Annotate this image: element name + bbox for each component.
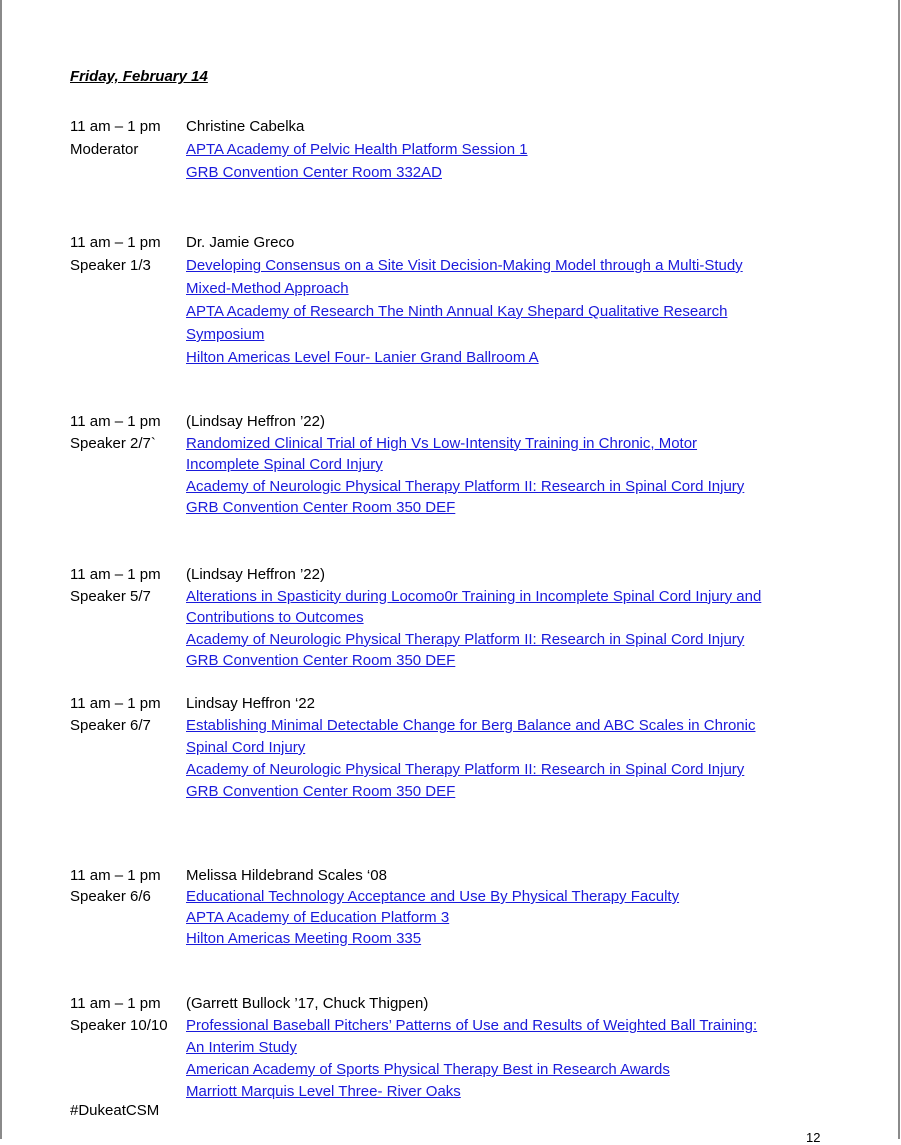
left-spacer [70,650,186,672]
time-slot: 11 am – 1 pm [70,867,161,884]
session-link-cell [186,907,860,928]
session-link-cell [186,476,860,498]
time-slot: 11 am – 1 pm [70,234,161,251]
entry-line [70,1081,860,1103]
session-link-cell [186,138,860,161]
session-link[interactable]: APTA Academy of Research The Ninth Annual Kay Shepard Qualitative Research [186,303,728,320]
location-link[interactable]: GRB Convention Center Room 350 DEF [186,652,456,669]
presentation-title-link[interactable]: Alterations in Spasticity during Locomo0r Training in Incomplete Spinal Cord Injury and [186,587,762,605]
entry-line [70,886,860,907]
left-spacer [70,781,186,803]
presentation-title-link-cell [186,715,860,737]
presenter-name: Christine Cabelka [186,118,305,135]
schedule-entry [70,693,860,803]
session-link-cell [186,759,860,781]
session-link-cell [186,300,860,323]
session-link-cell [186,323,860,346]
left-spacer [70,454,186,476]
presenter-name-cell [186,865,860,886]
presentation-title-link[interactable]: An Interim Study [186,1039,297,1056]
entry-line [70,1037,860,1059]
entry-line [70,607,860,629]
presenter-name: (Garrett Bullock ’17, Chuck Thigpen) [186,995,429,1012]
left-spacer [70,476,186,498]
hashtag: #DukeatCSM [70,1102,160,1119]
presentation-title-link[interactable]: Contributions to Outcomes [186,609,364,626]
left-spacer [70,928,186,949]
left-spacer [70,300,186,323]
entry-line [70,138,860,161]
page-number: 12 [806,1130,821,1145]
presentation-title-link-cell [186,454,860,476]
location-link-cell [186,928,860,949]
entry-line [70,161,860,184]
entry-line [70,476,860,498]
schedule-entry [70,564,860,672]
session-link[interactable]: American Academy of Sports Physical Therapy Best in Research Awards [186,1061,670,1078]
presenter-name-cell [186,231,860,254]
location-link[interactable]: GRB Convention Center Room 350 DEF [186,499,456,516]
session-link[interactable]: Academy of Neurologic Physical Therapy Platform II: Research in Spinal Cord Injury [186,761,745,778]
location-link-cell [186,161,860,184]
presentation-title-link-cell [186,277,860,300]
entry-line [70,433,860,455]
left-spacer [70,323,186,346]
presentation-title-link-cell [186,607,860,629]
presenter-name: Melissa Hildebrand Scales ‘08 [186,867,387,884]
presentation-title-link-cell [186,886,860,907]
left-spacer [70,161,186,184]
entry-line [70,650,860,672]
page-edge-left [0,0,2,1139]
left-spacer [70,737,186,759]
entry-line [70,865,860,886]
presentation-title-link-cell [186,1037,860,1059]
presentation-title-link-cell [186,433,860,455]
presenter-name-cell [186,411,860,433]
presenter-name-cell [186,564,860,586]
presentation-title-link[interactable]: Professional Baseball Pitchers’ Patterns of Use and Results of Weighted Ball Training: [186,1017,758,1034]
location-link-cell [186,346,860,369]
presenter-name-cell [186,693,860,715]
presentation-title-link[interactable]: Developing Consensus on a Site Visit Decision-Making Model through a Multi-Study [186,257,743,274]
location-link[interactable]: Hilton Americas Level Four- Lanier Grand Ballroom A [186,349,539,366]
presenter-name: Dr. Jamie Greco [186,234,295,251]
entry-line [70,115,860,138]
location-link[interactable]: Marriott Marquis Level Three- River Oaks [186,1083,461,1100]
entry-line [70,693,860,715]
presentation-title-link[interactable]: Mixed-Method Approach [186,280,349,297]
location-link-cell [186,650,860,672]
location-link-cell [186,781,860,803]
entry-line [70,907,860,928]
presentation-title-link[interactable]: Randomized Clinical Trial of High Vs Low-Intensity Training in Chronic, Motor [186,434,698,452]
entry-line [70,1015,860,1037]
entry-line [70,737,860,759]
time-slot: 11 am – 1 pm [70,566,161,583]
session-link[interactable]: APTA Academy of Pelvic Health Platform Session 1 [186,141,528,158]
schedule-entry [70,231,860,369]
presentation-title-link-cell [186,1015,860,1037]
session-link[interactable]: Academy of Neurologic Physical Therapy Platform II: Research in Spinal Cord Injury [186,630,745,648]
location-link[interactable]: GRB Convention Center Room 332AD [186,164,442,181]
presentation-title-link-cell [186,586,860,608]
presentation-title-link-cell [186,737,860,759]
left-spacer [70,607,186,629]
left-spacer [70,1037,186,1059]
time-slot: 11 am – 1 pm [70,695,161,712]
presenter-name: (Lindsay Heffron ’22) [186,413,325,430]
date-heading: Friday, February 14 [70,68,208,85]
time-slot: 11 am – 1 pm [70,413,161,430]
entry-line [70,564,860,586]
entry-line [70,300,860,323]
left-spacer [70,1059,186,1081]
entry-line [70,715,860,737]
left-spacer [70,277,186,300]
session-link[interactable]: Symposium [186,326,265,343]
left-spacer [70,497,186,519]
entry-line [70,231,860,254]
presenter-name-cell [186,115,860,138]
entry-line [70,781,860,803]
location-link[interactable]: GRB Convention Center Room 350 DEF [186,783,456,800]
location-link[interactable]: Hilton Americas Meeting Room 335 [186,930,422,947]
location-link-cell [186,497,860,519]
role-label: Moderator [70,141,139,158]
presenter-name-cell [186,993,860,1015]
left-spacer [70,907,186,928]
presentation-title-link[interactable]: Establishing Minimal Detectable Change for Berg Balance and ABC Scales in Chronic [186,717,756,734]
role-label: Speaker 1/3 [70,257,151,274]
left-spacer [70,346,186,369]
entry-line [70,1059,860,1081]
role-label: Speaker 5/7 [70,587,151,605]
entry-line [70,454,860,476]
presentation-title-link[interactable]: Spinal Cord Injury [186,739,306,756]
entry-line [70,928,860,949]
entry-line [70,993,860,1015]
left-spacer [70,629,186,651]
entry-line [70,346,860,369]
role-label: Speaker 6/7 [70,717,151,734]
schedule-entry [70,993,860,1103]
entry-line [70,411,860,433]
presentation-title-link[interactable]: Incomplete Spinal Cord Injury [186,456,383,473]
left-spacer [70,1081,186,1103]
entry-line [70,254,860,277]
presenter-name: Lindsay Heffron ‘22 [186,695,315,712]
entry-line [70,497,860,519]
session-link-cell [186,629,860,651]
entry-line [70,586,860,608]
page-edge-right [898,0,900,1139]
session-link-cell [186,1059,860,1081]
entry-line [70,277,860,300]
time-slot: 11 am – 1 pm [70,118,161,135]
presentation-title-link-cell [186,254,860,277]
role-label: Speaker 6/6 [70,888,151,905]
time-slot: 11 am – 1 pm [70,995,161,1012]
schedule-entry [70,115,860,184]
left-spacer [70,759,186,781]
role-label: Speaker 10/10 [70,1017,168,1034]
location-link-cell [186,1081,860,1103]
entry-line [70,629,860,651]
session-link[interactable]: APTA Academy of Education Platform 3 [186,909,450,926]
presentation-title-link[interactable]: Educational Technology Acceptance and Use By Physical Therapy Faculty [186,888,680,905]
session-link[interactable]: Academy of Neurologic Physical Therapy Platform II: Research in Spinal Cord Injury [186,477,745,495]
schedule-entry [70,865,860,949]
entry-line [70,323,860,346]
schedule-entry [70,411,860,519]
presenter-name: (Lindsay Heffron ’22) [186,566,325,583]
entry-line [70,759,860,781]
role-label: Speaker 2/7` [70,434,156,452]
